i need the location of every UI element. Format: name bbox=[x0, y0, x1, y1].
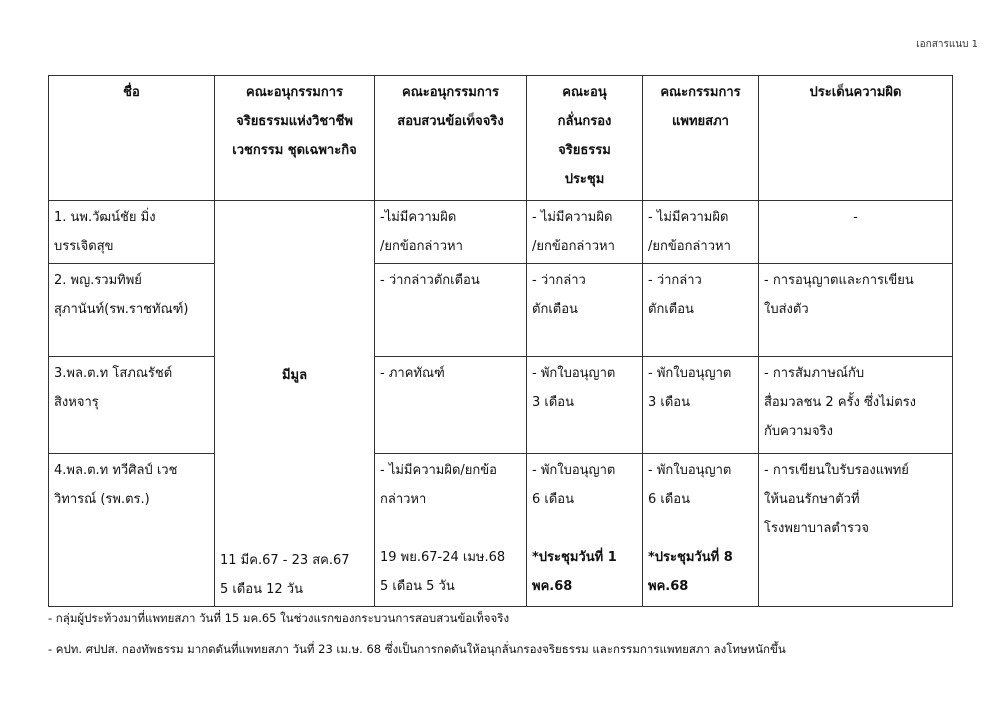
cell-issue: - bbox=[759, 201, 953, 264]
ethics-period: 11 มีค.67 - 23 สค.67 5 เดือน 12 วัน bbox=[220, 553, 350, 597]
cell-issue: - การอนุญาตและการเขียน ใบส่งตัว bbox=[759, 264, 953, 357]
cell-screening: - พักใบอนุญาต 3 เดือน bbox=[527, 357, 643, 454]
ethics-result: มีมูล bbox=[281, 368, 308, 383]
footnote: - คปท. ศปปส. กองทัพธรรม มากดดันที่แพทยสภา วันที่ 23 เม.ษ. 68 ซึ่งเป็นการกดดันให้อนุกลั่นกรองจริยธรรม และกรรมการแพทยสภา ลงโทษหนักขึ้น bbox=[48, 642, 786, 656]
cell-council: - ว่ากล่าว ตักเตือน bbox=[643, 264, 759, 357]
footnotes bbox=[48, 611, 786, 673]
header-medical-council: คณะกรรมการ แพทยสภา bbox=[643, 76, 759, 201]
cell-investigation: -ไม่มีความผิด /ยกข้อกล่าวหา bbox=[375, 201, 527, 264]
cell-investigation: - ว่ากล่าวตักเตือน bbox=[375, 264, 527, 357]
cell-screening: - ไม่มีความผิด /ยกข้อกล่าวหา bbox=[527, 201, 643, 264]
header-investigation-subcommittee: คณะอนุกรรมการ สอบสวนข้อเท็จจริง bbox=[375, 76, 527, 201]
table-header-row bbox=[49, 76, 953, 201]
cell-screening: - พักใบอนุญาต 6 เดือน *ประชุมวันที่ 1 พค.68 bbox=[527, 454, 643, 607]
cell-issue: - การเขียนใบรับรองแพทย์ ให้นอนรักษาตัวที่ โรงพยาบาลตำรวจ bbox=[759, 454, 953, 607]
cell-ethics-merged bbox=[215, 201, 375, 607]
cell-name: 3.พล.ต.ท โสภณรัชต์ สิงหจารุ bbox=[49, 357, 215, 454]
cell-name: 1. นพ.วัฒน์ชัย มิ่ง บรรเจิดสุข bbox=[49, 201, 215, 264]
header-screening-subcommittee: คณะอนุ กลั่นกรอง จริยธรรม ประชุม bbox=[527, 76, 643, 201]
footnote: - กลุ่มผู้ประท้วงมาที่แพทยสภา วันที่ 15 มค.65 ในช่วงแรกของกระบวนการสอบสวนข้อเท็จจริง bbox=[48, 611, 510, 625]
cell-council: - ไม่มีความผิด /ยกข้อกล่าวหา bbox=[643, 201, 759, 264]
header-offense-issue: ประเด็นความผิด bbox=[759, 76, 953, 201]
cell-screening: - ว่ากล่าว ตักเตือน bbox=[527, 264, 643, 357]
table-row bbox=[49, 454, 953, 607]
cell-council: - พักใบอนุญาต 3 เดือน bbox=[643, 357, 759, 454]
case-table bbox=[48, 75, 953, 607]
cell-investigation: - ภาคทัณฑ์ bbox=[375, 357, 527, 454]
cell-issue: - การสัมภาษณ์กับ สื่อมวลชน 2 ครั้ง ซึ่งไม่ตรง กับความจริง bbox=[759, 357, 953, 454]
table-row bbox=[49, 357, 953, 454]
cell-name: 4.พล.ต.ท ทวีศิลป์ เวช วิทารณ์ (รพ.ตร.) bbox=[49, 454, 215, 607]
cell-investigation: - ไม่มีความผิด/ยกข้อ กล่าวหา 19 พย.67-24 เมษ.68 5 เดือน 5 วัน bbox=[375, 454, 527, 607]
table-row bbox=[49, 201, 953, 264]
cell-council: - พักใบอนุญาต 6 เดือน *ประชุมวันที่ 8 พค.68 bbox=[643, 454, 759, 607]
table-row bbox=[49, 264, 953, 357]
header-ethics-subcommittee: คณะอนุกรรมการ จริยธรรมแห่งวิชาชีพ เวชกรรม ชุดเฉพาะกิจ bbox=[215, 76, 375, 201]
cell-name: 2. พญ.รวมทิพย์ สุภานันท์(รพ.ราชทัณฑ์) bbox=[49, 264, 215, 357]
header-name: ชื่อ bbox=[49, 76, 215, 201]
attachment-label: เอกสารแนบ 1 bbox=[916, 39, 978, 50]
